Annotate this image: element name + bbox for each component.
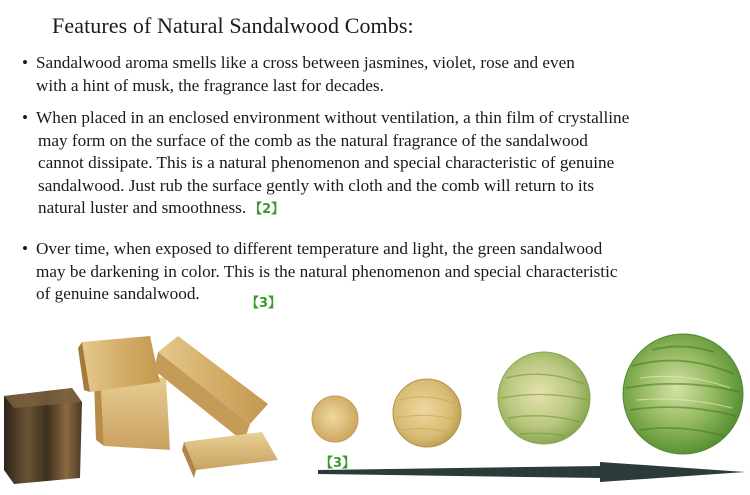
bullet-dot: • <box>22 239 29 258</box>
illustration-reference-marker: 【3】 <box>320 456 356 471</box>
sandalwood-disc-3 <box>498 352 590 444</box>
dark-wood-block <box>4 388 82 484</box>
reference-marker: 【2】 <box>249 202 285 217</box>
bullet-line: Over time, when exposed to different temperature and light, the green sandalwood <box>36 239 603 258</box>
light-wood-blocks <box>78 336 278 478</box>
bullet-dot: • <box>22 108 29 127</box>
bullet-line: may form on the surface of the comb as the natural fragrance of the sandalwood <box>38 130 588 150</box>
sandalwood-disc-1 <box>312 396 358 442</box>
timeline-arrow <box>318 462 745 482</box>
bullet-line: cannot dissipate. This is a natural phenomenon and special characteristic of genuine <box>38 153 615 172</box>
bullet-dot: • <box>22 53 29 72</box>
bullet-line: When placed in an enclosed environment without ventilation, a thin film of crystalline <box>36 108 630 127</box>
sandalwood-disc-4 <box>623 334 743 454</box>
bullet-line: of genuine sandalwood. <box>36 284 200 303</box>
bullet-line: Sandalwood aroma smells like a cross between jasmines, violet, rose and even <box>36 53 575 72</box>
reference-marker: 【3】 <box>246 296 282 311</box>
sandalwood-disc-2 <box>393 379 461 447</box>
bullet-line: with a hint of musk, the fragrance last for decades. <box>36 75 384 95</box>
bullet-line: natural luster and smoothness. <box>38 198 247 217</box>
bullet-line: sandalwood. Just rub the surface gently with cloth and the comb will return to its <box>38 175 595 195</box>
page-title: Features of Natural Sandalwood Combs: <box>52 13 414 38</box>
bullet-line: may be darkening in color. This is the natural phenomenon and special characteristic <box>36 261 618 281</box>
